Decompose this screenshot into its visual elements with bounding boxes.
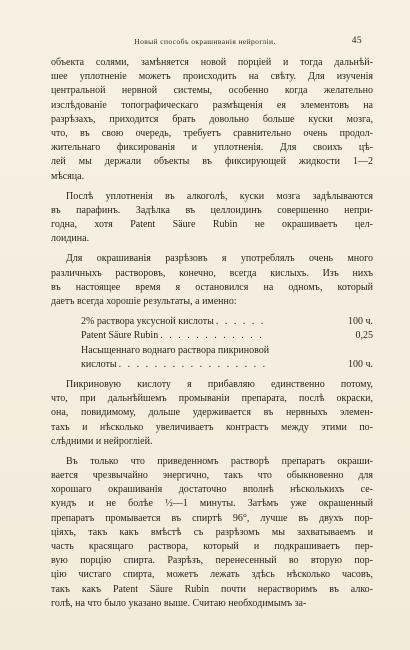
text-line: тахъ и нѣсколько увеличиваетъ контрастъ между этими по-: [51, 421, 373, 433]
recipe-amount: 0,25: [355, 330, 373, 342]
text-line: что, при дальнѣйшемъ промываніи препарата, послѣ окраски,: [51, 393, 373, 405]
text-line: объекта солями, замѣняется новой порціей и тогда дальнѣй-: [51, 57, 373, 68]
text-line: центральной нервной системы, особенно когда желательно: [51, 85, 373, 97]
text-line: цію чистаго спирта, можетъ лежать здѣсь нѣсколько часовъ,: [51, 569, 373, 581]
text-line: въ настоящее время я остановился на одномъ, который: [51, 281, 373, 293]
text-line: Пикриновую кислоту я прибавляю единственно потому,: [66, 378, 373, 390]
running-head: [0, 36, 410, 50]
paragraph: [51, 252, 373, 309]
recipe-list: [51, 315, 373, 372]
text-line: различныхъ растворовъ, конечно, всегда кислыхъ. Изъ нихъ: [51, 267, 373, 279]
paragraph: [51, 190, 373, 247]
dot-leader: [269, 344, 373, 358]
text-line: она, повидимому, дольше удерживается въ нервныхъ элемен-: [51, 407, 373, 419]
text-line: Для окрашиванія разрѣзовъ я употреблялъ очень много: [66, 253, 373, 265]
text-line: кундъ и не болѣе ½—1 минуты. Затѣмъ уже окрашенный: [51, 498, 373, 510]
recipe-amount: 100 ч.: [347, 358, 373, 370]
text-line: изслѣдованіе топографическаго размѣщенія ея элементовъ на: [51, 99, 373, 111]
recipe-item: [81, 329, 373, 343]
text-line: Послѣ уплотненія въ алкоголѣ, куски мозга задѣлываются: [66, 190, 373, 202]
dot-leader: . . . . . .: [215, 316, 266, 328]
text-line: Въ только что приведенномъ растворѣ препаратъ окраши-: [66, 455, 373, 467]
recipe-ingredient: Patent Säure Rubin: [81, 330, 159, 342]
text-line: шее уплотненіе можетъ происходить на свѣту. Для изученія: [51, 71, 373, 83]
text-line: разрѣзахъ, приходится брать довольно больше куски мозга,: [51, 113, 373, 125]
text-line: мѣсяца.: [51, 170, 85, 182]
text-line: годна, хотя Patent Säure Rubin не окрашиваетъ цел-: [51, 219, 373, 231]
text-line: хорошаго окрашиванія достаточно вполнѣ нѣсколькихъ се-: [51, 484, 373, 496]
text-line: вается чрезвычайно энергично, такъ что обыкновенно для: [51, 470, 373, 482]
text-line: препаратъ промывается въ спиртѣ 96°, лучше въ двухъ пор-: [51, 512, 373, 524]
text-line: лей мы держали объекты въ фиксирующей жидкости 1—2: [51, 156, 373, 168]
text-line: ціяхъ, такъ какъ вмѣстѣ съ разрѣзомъ мы захватываемъ и: [51, 526, 373, 538]
recipe-item: [81, 358, 373, 372]
text-line: часть красящаго раствора, который и подкрашиваетъ пер-: [51, 541, 373, 552]
recipe-item: [81, 344, 373, 358]
text-line: лоидина.: [51, 233, 90, 245]
text-line: въ парафинъ. Задѣлка въ целлоидинъ совершенно непри-: [51, 204, 373, 216]
recipe-item: [81, 315, 373, 329]
text-line: голѣ, на что было указано выше. Считаю необходимымъ за-: [51, 597, 307, 609]
text-line: вую порцію спирта. Разрѣзъ, перенесенный во вторую пор-: [51, 555, 373, 567]
paragraph: [51, 455, 373, 611]
recipe-amount: 100 ч.: [347, 316, 373, 328]
text-line: такъ какъ Patent Säure Rubin почти нерастворимъ въ алко-: [51, 583, 373, 595]
text-line: слѣдними и нейрогліей.: [51, 435, 153, 447]
recipe-ingredient: кислоты: [81, 358, 117, 370]
text-line: что, въ свою очередь, требуетъ сравнительно очень продол-: [51, 127, 373, 139]
dot-leader: . . . . . . . . . . . .: [160, 330, 264, 342]
paragraph: [51, 56, 373, 184]
recipe-ingredient: Насыщеннаго воднаго раствора пикриновой: [81, 344, 270, 356]
text-line: жительнаго фиксированія и уплотненія. Для своихъ цѣ-: [51, 142, 373, 154]
text-line: даетъ всегда хорошіе результаты, а именно:: [51, 296, 237, 307]
running-title: Новый способъ окрашиванія нейрогліи.: [134, 37, 276, 46]
body-text: [51, 56, 373, 611]
recipe-ingredient: 2% раствора уксусной кислоты: [81, 316, 214, 328]
paragraph: [51, 378, 373, 449]
page-number: 45: [351, 36, 362, 46]
dot-leader: . . . . . . . . . . . . . . . . .: [118, 358, 268, 370]
